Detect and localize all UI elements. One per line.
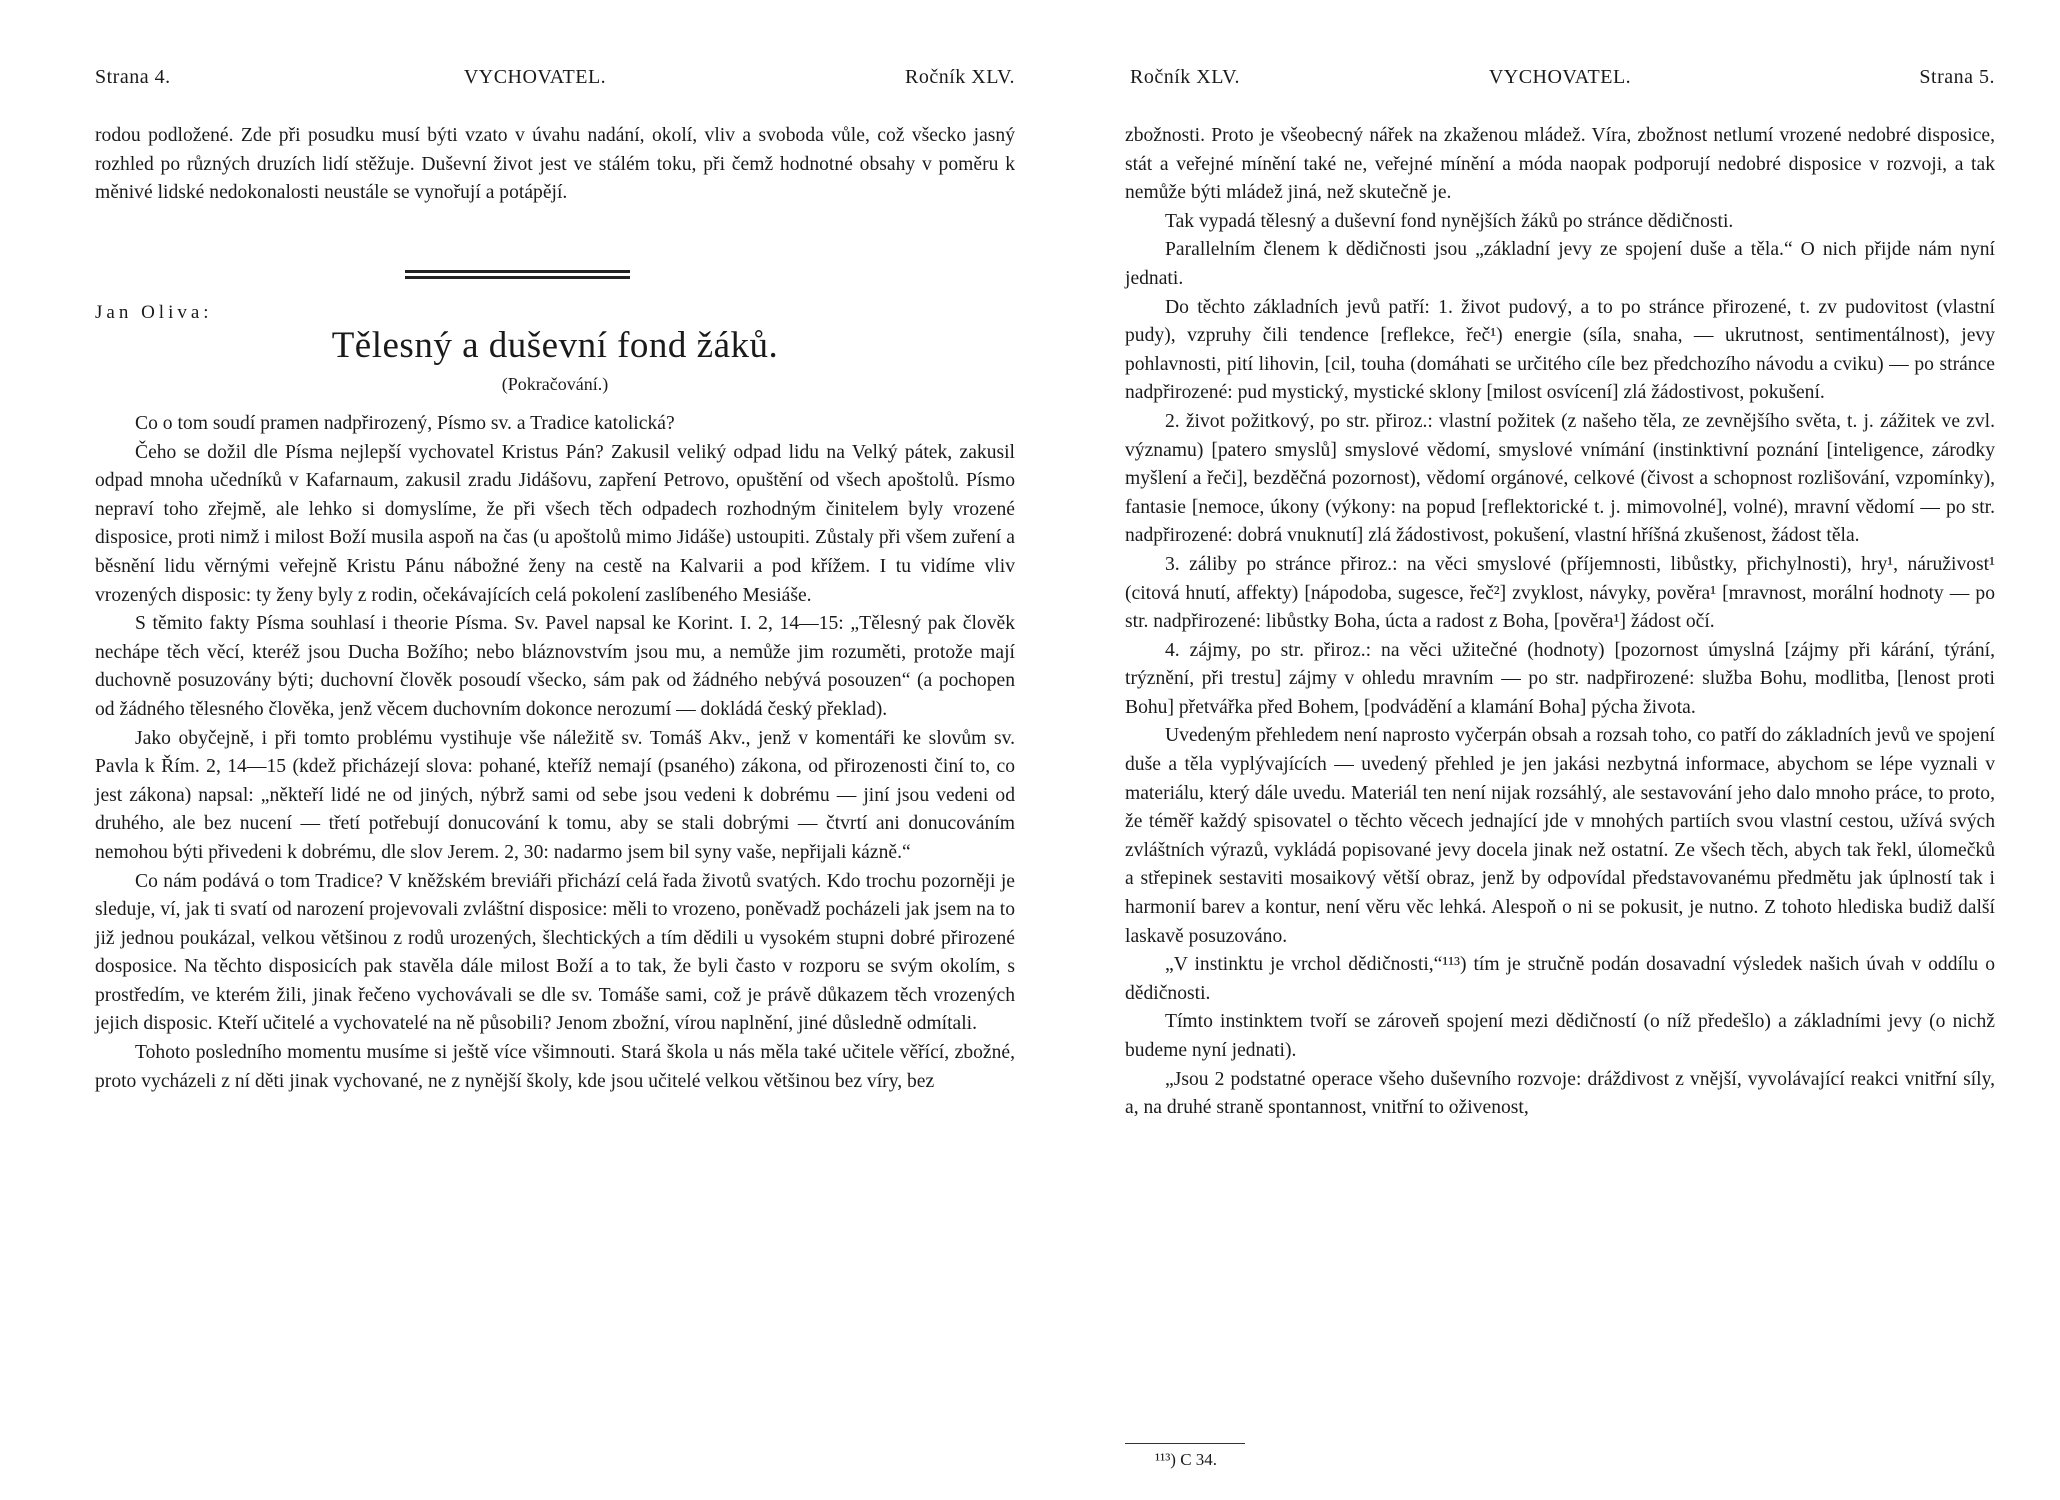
volume-label: Ročník XLV. <box>905 66 1015 88</box>
continued-text <box>95 122 1015 208</box>
body-paragraph: Co nám podává o tom Tradice? V kněžském breviáři přichází celá řada životů svatých. Kdo trochu pozorněji je sleduje, ví, jak ti svatí od narození projevovali zvláštní disposice: měli to vrozeno, poněvadž pocházeli jak jsem na to již jednou poukázal, velkou většinou z rodů urozených, šlechtických a tím dědili u vysokém stupni dobré přirozené dosposice. Na těchto disposicích pak stavěla dále milost Boží a to tak, že byli často v rozporu se svým okolím, s prostředím, ve kterém žili, jinak řečeno vychovávali se dle sv. Tomáše sami, což je právě důkazem těch vrozených jejich disposic. Kteří učitelé a vychovatelé na ně působili? Jenom zbožní, vírou naplnění, jiné důsledně odmítali. <box>95 870 1015 1035</box>
right-running-head <box>1125 66 1995 96</box>
section-divider <box>405 270 630 282</box>
volume-label: Ročník XLV. <box>1130 66 1240 88</box>
body-paragraph: Tohoto posledního momentu musíme si ještě více všimnouti. Stará škola u nás měla také učitele věřící, zbožné, proto vycházeli z ní děti jinak vychované, ne z nynější školy, kde jsou učitelé velkou většinou bez víry, bez <box>95 1042 1015 1092</box>
body-paragraph: „V instinktu je vrchol dědičnosti,“¹¹³) tím je stručně podán dosavadní výsledek našich úvah v oddílu o dědičnosti. <box>1125 954 1995 1004</box>
page-number: Strana 4. <box>95 66 171 88</box>
article-title: Tělesný a duševní fond žáků. <box>331 325 779 366</box>
body-paragraph: Parallelním členem k dědičnosti jsou „základní jevy ze spojení duše a těla.“ O nich přijde nám nyní jednati. <box>1125 239 1995 289</box>
page-number: Strana 5. <box>1919 66 1995 88</box>
body-paragraph: S těmito fakty Písma souhlasí i theorie Písma. Sv. Pavel napsal ke Korint. I. 2, 14—15: „Tělesný pak člověk nechápe těch věcí, kteréž jsou Ducha Božího; nebo bláznovstvím jsou mu, a nemůže jim rozuměti, protože mají duchovně posuzovány býti; duchovní člověk posoudí všecko, sám pak od žádného nebývá posouzen“ (a pochopen od žádného tělesného člověka, jenž věcem duchovním dokonce nerozumí — dokládá český překlad). <box>95 613 1015 720</box>
footnote: ¹¹³) C 34. <box>1155 1450 1218 1469</box>
footnote-rule <box>1125 1443 1245 1444</box>
article-subtitle: (Pokračování.) <box>501 374 609 394</box>
article-author: Jan Oliva: <box>95 302 213 323</box>
article-body-right <box>1125 122 1995 1123</box>
body-paragraph: 2. život požitkový, po str. přiroz.: vlastní požitek (z našeho těla, ze zevnějšího světa, t. j. zážitek ve zvl. významu) [patero smyslů] smyslové vědomí, smyslové vnímání (instinktivní poznání [inteligence, zárodky myšlení a řeči], bezděčná pozornost), vědomí orgánové, celkové (čivost a schopnost rozlišování, vzpomínky), fantasie [nemoce, úkony (výkony: na popud [reflektorické t. j. mimovolné], volné), mravní vědomí — po str. nadpřirozené: dobrá vnuknutí] zlá žádostivost, pokušení, vlastní hříšná zkušenost, žádost těla. <box>1125 410 1995 547</box>
body-paragraph: Čeho se dožil dle Písma nejlepší vychovatel Kristus Pán? Zakusil veliký odpad lidu na Velký pátek, zakusil odpad mnoha učedníků v Kafarnaum, zakusil zradu Jidášovu, zapření Petrovo, opuštění od všech apoštolů. Písmo nepraví toho zřejmě, ale lehko si domyslíme, že při všech těch odpadech rozhodným činitelem byly vrozené disposice, proti nimž i milost Boží musila aspoň na čas (u apoštolů mimo Jidáše) ustoupiti. Zůstaly při všem zuření a běsnění lidu věrnými veřejně Kristu Pánu nábožné ženy na cestě na Kalvarii a pod křížem. I tu vidíme vliv vrozených disposic: ty ženy byly z rodin, očekávajících celá pokolení zaslíbeného Mesiáše. <box>95 441 1015 606</box>
journal-title: VYCHOVATEL. <box>463 66 607 88</box>
body-paragraph: Do těchto základních jevů patří: 1. život pudový, a to po stránce přirozené, t. zv pudovitost (vlastní pudy), vzpruhy čili tendence [reflekce, řeč¹) energie (síla, snaha, — ukrutnost, sentimentálnost), jevy pohlavnosti, pití lihovin, [cil, touha (domáhati se určitého cíle bez předchozího návodu a cviku) — po stránce nadpřirozené: pud mystický, mystické sklony [milost osvícení] zlá žádostivost, pokušení. <box>1125 296 1995 404</box>
body-paragraph: Uvedeným přehledem není naprosto vyčerpán obsah a rozsah toho, co patří do základních jevů ve spojení duše a těla vyplývajících — uvedený přehled je jen jakási nezbytná informace, abychom se lépe vyznali v materiálu, který dále uvedu. Materiál ten není nijak rozsáhlý, ale sestavování jeho dalo mnoho práce, to proto, že téměř každý spisovatel o těchto věcech jednající jde v mnohých partiích svou vlastní cestou, užívá svých zvláštních výrazů, vykládá popisované jevy docela jinak než ostatní. Ze všech těch, abych tak řekl, úlomečků a střepinek sestaviti mosaikový větší obraz, jenž by odpovídal představovanému předmětu jak úplností tak i harmonií barev a kontur, není věru věc lehká. Alespoň o ni se pokusit, je nutno. Z tohoto hlediska budiž další laskavě posuzováno. <box>1125 725 1995 947</box>
body-paragraph: Tak vypadá tělesný a duševní fond nynějších žáků po stránce dědičnosti. <box>1165 210 1734 232</box>
body-paragraph: zbožnosti. Proto je všeobecný nářek na zkaženou mládež. Víra, zbožnost netlumí vrozené nedobré disposice, stát a veřejné mínění také ne, veřejné mínění a móda naopak podporují nedobré disposice v rozvoji, a tak nemůže býti mládež jiná, než skutečně je. <box>1125 125 1995 204</box>
body-paragraph: Co o tom soudí pramen nadpřirozený, Písmo sv. a Tradice katolická? <box>135 413 675 434</box>
body-paragraph: Jako obyčejně, i při tomto problému vystihuje vše náležitě sv. Tomáš Akv., jenž v komentáři ke slovům sv. Pavla k Řím. 2, 14—15 (kdež přicházejí slova: pohané, kteříž nemají (psaného) zákona, od přirozenosti činí to, co jest zákona) napsal: „někteří lidé ne od jiných, nýbrž sami od sebe jsou vedeni k dobrému — jiní jsou vedeni od druhého, ale bez nucení — třetí potřebují donucování k tomu, aby se stali dobrými — čtvrtí ani donucováním nemohou býti přivedeni k dobrému, dle slov Jerem. 2, 30: nadarmo jsem bil syny vaše, nepřijali kázně.“ <box>95 727 1015 863</box>
continuation-paragraph: rodou podložené. Zde při posudku musí býti vzato v úvahu nadání, okolí, vliv a svoboda vůle, což všecko jasný rozhled po různých druzích lidí stěžuje. Duševní život jest ve stálém toku, při čemž hodnotné obsahy v poměru k měnivé lidské nedokonalosti neustále se vynořují a potápějí. <box>95 125 1015 204</box>
left-page <box>95 0 1015 1500</box>
journal-title: VYCHOVATEL. <box>1488 66 1632 88</box>
body-paragraph: 3. záliby po stránce přiroz.: na věci smyslové (příjemnosti, libůstky, přichylnosti), hry¹, náruživost¹ (citová hnutí, affekty) [nápodoba, sugesce, řeč²] zvyklost, návyky, pověra¹ [mravnost, morální hodnoty — po str. nadpřirozené: libůstky Boha, úcta a radost z Boha, [pověra¹] žádost očí. <box>1125 553 1995 633</box>
body-paragraph: „Jsou 2 podstatné operace všeho duševního rozvoje: dráždivost z vnější, vyvolávající reakci vnitřní síly, a, na druhé straně spontannost, vnitřní to oživenost, <box>1125 1068 1995 1119</box>
body-paragraph: 4. zájmy, po str. přiroz.: na věci užitečné (hodnoty) [pozornost úmyslná [zájmy při kárání, týrání, trýznění, při trestu] zájmy v ohledu mravním — po str. nadpřirozené: služba Bohu, modlitba, [lenost proti Bohu] přetvářka před Bohem, [podvádění a klamání Boha] pýcha života. <box>1125 639 1995 718</box>
article-body-left <box>95 410 1015 1096</box>
body-paragraph: Tímto instinktem tvoří se zároveň spojení mezi dědičností (o níž předešlo) a základními jevy (o nichž budeme nyní jednati). <box>1125 1011 1995 1061</box>
divider-line <box>405 276 630 279</box>
left-running-head <box>95 66 1015 96</box>
right-page <box>1125 0 1995 1500</box>
divider-line <box>405 270 630 273</box>
